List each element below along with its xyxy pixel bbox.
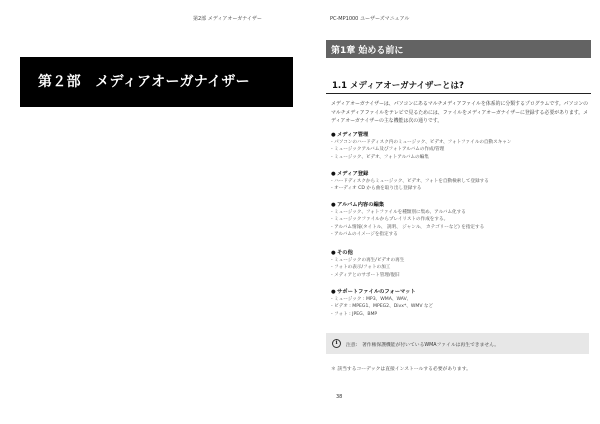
- feature-section-other: [331, 249, 591, 279]
- list-item: - ミュージックファイルからプレイリストの作成をする。: [331, 217, 449, 223]
- list-item: - ミュージック、ビデオ、フォトアルバムの編集: [331, 154, 429, 160]
- feature-section-supported-formats: [331, 288, 591, 318]
- footnote: ＊ 該当するコーデックは直接インストールする必要があります。: [331, 367, 471, 372]
- feature-section-album-editing: [331, 201, 591, 239]
- feature-section-media-registration: [331, 170, 591, 193]
- section-title: 1.1 メディアオーガナイザーとは?: [332, 81, 464, 91]
- intro-paragraph: メディアオーガナイザーは、パソコンにあるマルチメディアファイルを体系的に分類するプログラムです。パソコンのマルチメディアファイルをテレビで見るためには、ファイルをメディアオーガナイザーに登録する必要があります。メディアオーガナイザーの主な機能は次の通りです。: [331, 101, 589, 124]
- info-icon: i: [332, 339, 341, 348]
- list-item: - パソコンのハードディスク内のミュージック、ビデオ、フォトファイルの自動スキャン: [331, 140, 512, 145]
- list-item: - ミュージック : MP3、WMA、WAV、: [331, 297, 412, 302]
- list-item: - ミュージック、フォトファイルを種類別に集め、アルバム化する: [331, 210, 466, 215]
- section-divider: [326, 93, 591, 94]
- running-header-right: PC-MP1000 ユーザーズマニュアル: [330, 16, 410, 22]
- bullet-icon: ●: [331, 132, 336, 138]
- list-item: - アルバムのイメージを指定する: [331, 232, 398, 238]
- list-item: - アルバム情報(タイトル、 説明、 ジャンル、 カテゴリーなど) を指定する: [331, 224, 485, 230]
- bullet-icon: ●: [331, 250, 336, 256]
- list-item: - メディアとのサポート管理/復旧: [331, 272, 400, 278]
- list-item: - フォトの表示/フォトの加工: [331, 265, 391, 271]
- bullet-icon: ●: [331, 289, 336, 295]
- chapter-title: 第1章 始める前に: [331, 46, 404, 56]
- page-number: 38: [336, 394, 343, 400]
- section-heading: ●アルバム内容の編集: [331, 202, 385, 208]
- note-text: 注意: 著作権保護機能が付いているWMAファイルは再生できません。: [346, 343, 500, 348]
- feature-section-media-management: [331, 131, 591, 161]
- part-title: 第２部 メディアオーガナイザー: [38, 74, 250, 90]
- list-item: - オーディオ CD から曲を取り出し登録する: [331, 186, 422, 192]
- section-heading: ●メディア管理: [331, 132, 369, 138]
- bullet-icon: ●: [331, 171, 336, 177]
- list-item: - ミュージックの再生/ビデオの再生: [331, 258, 405, 263]
- section-heading: ●サポートファイルのフォーマット: [331, 289, 416, 295]
- list-item: - フォト : JPEG、BMP: [331, 311, 378, 317]
- list-item: - ミュージックアルバム及びフォトアルバムの作成/管理: [331, 147, 445, 153]
- section-heading: ●その他: [331, 250, 353, 256]
- bullet-icon: ●: [331, 202, 336, 208]
- list-item: - ビデオ : MPEG1、MPEG2、Divx*、WMV など: [331, 304, 434, 310]
- running-header-left: 第2部 メディアオーガナイザー: [193, 16, 262, 22]
- section-heading: ●メディア登録: [331, 171, 369, 177]
- list-item: - ハードディスクからミュージック、ビデオ、フォトを自動検索して登録する: [331, 179, 489, 184]
